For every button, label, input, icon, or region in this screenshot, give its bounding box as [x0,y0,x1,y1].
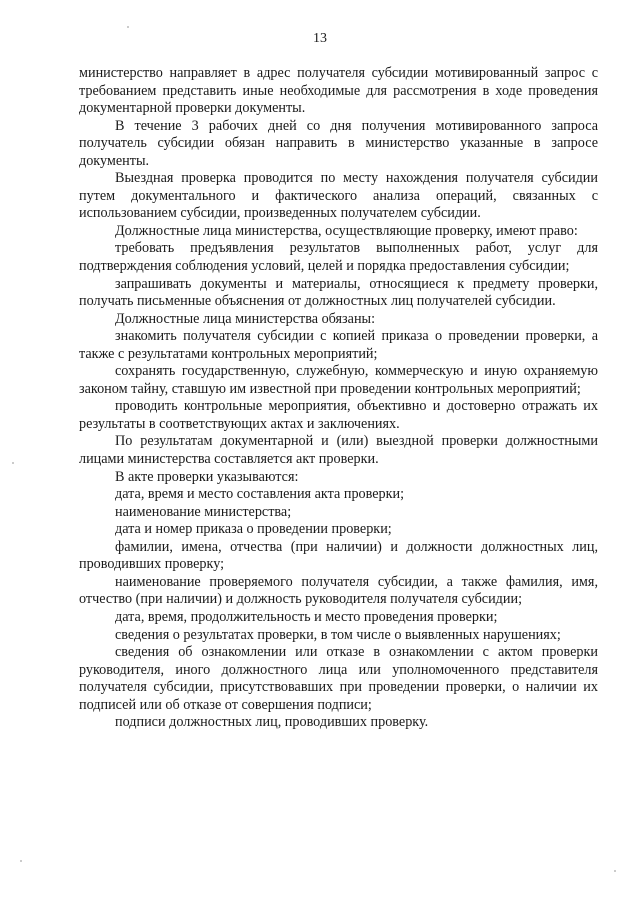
paragraph: Должностные лица министерства, осуществляющие проверку, имеют право: [115,222,578,239]
paragraph: фамилии, имена, отчества (при наличии) и должности должностных лиц, проводивших проверку; [79,538,598,573]
paragraph: сохранять государственную, служебную, коммерческую и иную охраняемую законом тайну, ставшую им известной при проведении контрольных мероприятий; [79,363,598,397]
paragraph: запрашивать документы и материалы, относящиеся к предмету проверки, получать письменные объяснения от должностных лиц получателей субсидии. [79,275,598,310]
paragraph: Должностные лица министерства обязаны: [115,310,376,327]
paragraph: По результатам документарной и (или) выездной проверки должностными лицами министерства составляется акт проверки. [79,433,598,468]
paragraph: дата и номер приказа о проведении проверки; [115,521,392,538]
paragraph: знакомить получателя субсидии с копией приказа о проведении проверки, а также с результатами контрольных мероприятий; [79,328,598,362]
paragraph: В акте проверки указываются: [115,468,299,485]
scan-speck [127,26,129,28]
page-number: 13 [313,31,327,46]
scan-speck [614,870,616,872]
scan-speck [20,860,22,862]
paragraph: наименование министерства; [115,503,292,520]
paragraph: проводить контрольные мероприятия, объективно и достоверно отражать их результаты в соответствующих актах и заключениях. [79,398,598,432]
paragraph: дата, время, продолжительность и место проведения проверки; [115,608,498,625]
paragraph: наименование проверяемого получателя субсидии, а также фамилия, имя, отчество (при наличии) и должность руководителя получателя субсидии; [79,573,598,608]
scan-speck [12,462,14,464]
paragraph: требовать предъявления результатов выполненных работ, услуг для подтверждения соблюдения условий, целей и порядка предоставления субсидии; [79,240,598,275]
paragraph: сведения о результатах проверки, в том числе о выявленных нарушениях; [115,626,561,643]
document-body [79,65,598,732]
paragraph: подписи должностных лиц, проводивших проверку. [115,714,429,731]
paragraph: сведения об ознакомлении или отказе в ознакомлении с актом проверки руководителя, иного должностного лица или уполномоченного представителя получателя субсидии, присутствовавших при проведении проверки, о наличии их подписей или об отказе от совершения подписи; [79,644,598,713]
paragraph: министерство направляет в адрес получателя субсидии мотивированный запрос с требованием представить иные необходимые для рассмотрения в ходе проведения документарной проверки документы. [79,65,598,117]
paragraph: дата, время и место составления акта проверки; [115,486,405,503]
paragraph: Выездная проверка проводится по месту нахождения получателя субсидии путем документального и фактического анализа операций, связанных с использованием субсидии, произведенных получателем субсидии. [79,170,598,222]
paragraph: В течение 3 рабочих дней со дня получения мотивированного запроса получатель субсидии обязан направить в министерство указанные в запросе документы. [79,117,598,169]
